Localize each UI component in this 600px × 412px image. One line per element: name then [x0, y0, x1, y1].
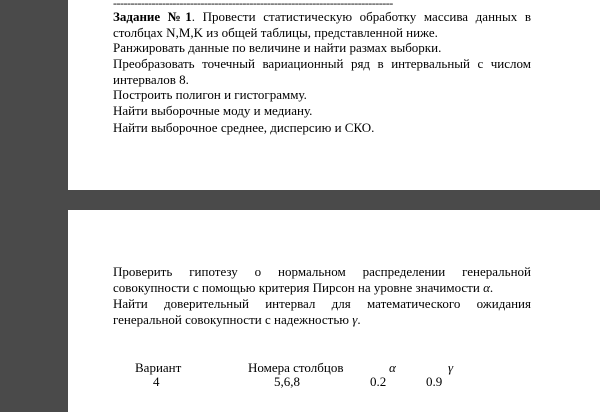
header-columns: Номера столбцов [248, 360, 344, 375]
hypothesis-end: . [489, 279, 494, 295]
interval-end: . [357, 311, 361, 327]
instruction-line-3: Построить полигон и гистограмму. [113, 87, 307, 102]
cell-variant: 4 [153, 374, 160, 389]
instruction-line-4: Найти выборочные моду и медиану. [113, 103, 313, 118]
task-text: . Провести статистическую обработку массива данных в столбцах N,M,K из общей таблицы, представленной ниже. [113, 9, 531, 40]
instruction-line-5: Найти выборочное среднее, дисперсию и СКО. [113, 120, 375, 135]
header-gamma: γ [448, 360, 454, 375]
header-alpha: α [389, 360, 396, 375]
hypothesis-text: Проверить гипотезу о нормальном распределении генеральной совокупности с помощью критерия Пирсон на уровне значимости [113, 264, 531, 295]
interval-text: Найти доверительный интервал для математического ожидания генеральной совокупности с надежностью [113, 296, 531, 327]
document-page-bottom [68, 210, 600, 412]
task-paragraph [113, 9, 531, 40]
interval-paragraph [113, 296, 531, 327]
hypothesis-paragraph [113, 264, 531, 295]
instruction-line-1: Ранжировать данные по величине и найти размах выборки. [113, 40, 442, 55]
cell-columns: 5,6,8 [274, 374, 300, 389]
instruction-line-2: Преобразовать точечный вариационный ряд в интервальный с числом интервалов 8. [113, 56, 531, 87]
cell-alpha: 0.2 [370, 374, 387, 389]
task-label: Задание №1 [113, 9, 192, 24]
separator-line: -------------------------------------------------------------------------------- [113, 0, 393, 10]
gamma-symbol: γ [352, 311, 358, 327]
cell-gamma: 0.9 [426, 374, 443, 389]
alpha-symbol: α [483, 279, 490, 295]
document-page-top [68, 0, 600, 190]
header-variant: Вариант [135, 360, 182, 375]
